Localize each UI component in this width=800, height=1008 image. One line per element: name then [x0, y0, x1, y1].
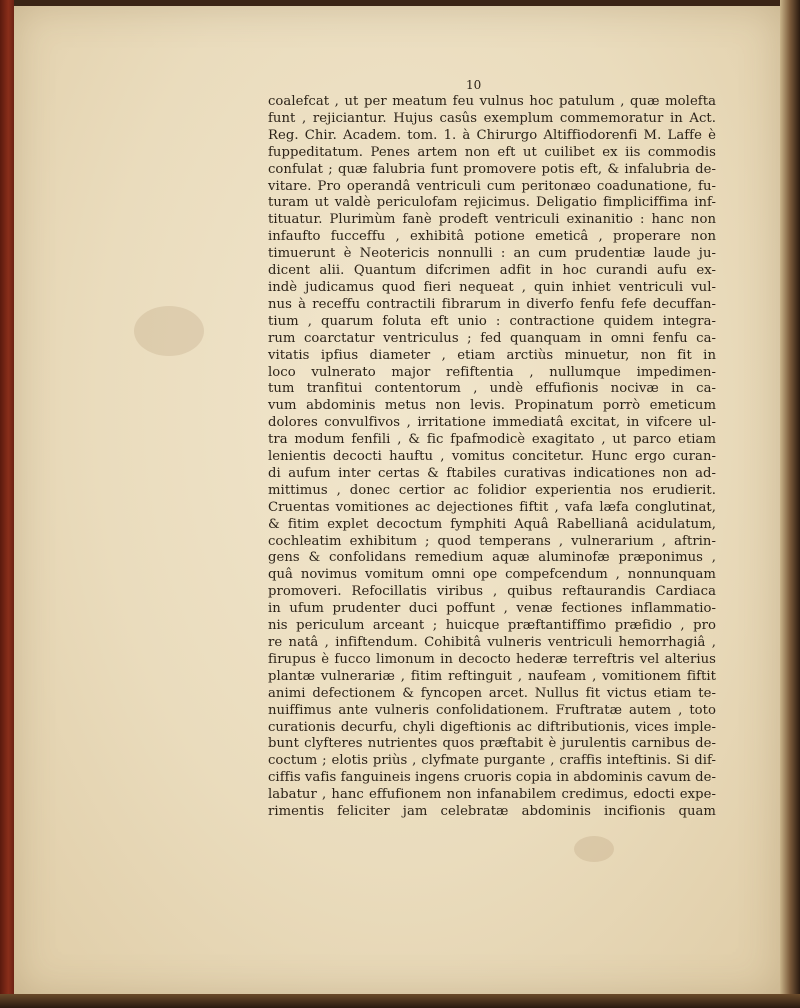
text-line: vitare. Pro operandâ ventriculi cum peritonæo coadunatione, fu- [268, 178, 716, 194]
text-line: in ufum prudenter duci poffunt , venæ fectiones inflammatio- [268, 601, 716, 617]
text-line: infaufto fucceffu , exhibitâ potione emeticâ , properare non [268, 229, 716, 245]
paper-stain [574, 836, 614, 862]
text-line: lenientis decocti hauftu , vomitus concitetur. Hunc ergo curan- [268, 449, 716, 465]
paper-stain [134, 306, 204, 356]
text-line: dolores convulfivos , irritatione immediatâ excitat, in vifcere ul- [268, 415, 716, 431]
text-line: indè judicamus quod fieri nequeat , quin inhiet ventriculi vul- [268, 279, 716, 295]
text-line: nus à receffu contractili fibrarum in diverfo fenfu fefe decuffan- [268, 296, 716, 312]
text-line: ciffis vafis fanguineis ingens cruoris copia in abdominis cavum de- [268, 770, 716, 786]
text-line: promoveri. Refocillatis viribus , quibus reftaurandis Cardiaca [268, 584, 716, 600]
page-bottom-edge [0, 994, 800, 1008]
text-line: bunt clyfteres nutrientes quos præftabit è jurulentis carnibus de- [268, 736, 716, 752]
page-number: 10 [466, 78, 482, 92]
text-line: dicent alii. Quantum difcrimen adfit in hoc curandi aufu ex- [268, 263, 716, 279]
text-line: plantæ vulnerariæ , fitim reftinguit , naufeam , vomitionem fiftit [268, 668, 716, 684]
text-line: Reg. Chir. Academ. tom. 1. à Chirurgo Altiffiodorenfi M. Laffe è [268, 127, 716, 143]
book-binding [0, 0, 14, 1008]
text-line: curationis decurfu, chyli digeftionis ac diftributionis, vices imple- [268, 719, 716, 735]
text-line: tium , quarum foluta eft unio : contractione quidem integra- [268, 313, 716, 329]
text-line: turam ut valdè periculofam rejicimus. Deligatio fimpliciffima inf- [268, 195, 716, 211]
text-line: coctum ; elotis priùs , clyfmate purgante , craffis inteftinis. Si dif- [268, 753, 716, 769]
text-line: vitatis ipfius diameter , etiam arctiùs minuetur, non fit in [268, 347, 716, 363]
text-line: labatur , hanc effufionem non infanabilem credimus, edocti expe- [268, 787, 716, 803]
text-line: loco vulnerato major refiftentia , nullumque impedimen- [268, 364, 716, 380]
text-line: Cruentas vomitiones ac dejectiones fiftit , vafa læfa conglutinat, [268, 499, 716, 515]
text-line: cochleatim exhibitum ; quod temperans , vulnerarium , aftrin- [268, 533, 716, 549]
text-line: di aufum inter certas & ftabiles curativas indicationes non ad- [268, 465, 716, 481]
text-line: rimentis feliciter jam celebratæ abdominis incifionis quam [268, 804, 716, 820]
text-line: coalefcat , ut per meatum feu vulnus hoc patulum , quæ molefta [268, 94, 716, 109]
text-line: mittimus , donec certior ac folidior experientia nos erudierit. [268, 482, 716, 498]
text-line: quâ novimus vomitum omni ope compefcendum , nonnunquam [268, 567, 716, 583]
text-line: gens & confolidans remedium aquæ aluminofæ præponimus , [268, 550, 716, 566]
body-text [268, 94, 716, 821]
text-line: fuppeditatum. Penes artem non eft ut cuilibet ex iis commodis [268, 144, 716, 160]
text-line: funt , rejiciantur. Hujus casûs exemplum commemoratur in Act. [268, 110, 716, 126]
text-line: vum abdominis metus non levis. Propinatum porrò emeticum [268, 398, 716, 414]
text-line: nis periculum arceant ; huicque præftantiffimo præfidio , pro [268, 618, 716, 634]
page-edge [780, 0, 800, 1008]
text-line: confulat ; quæ falubria funt promovere potis eft, & infalubria de- [268, 161, 716, 177]
text-line: rum coarctatur ventriculus ; fed quanquam in omni fenfu ca- [268, 330, 716, 346]
text-line: tra modum fenfili , & fic fpafmodicè exagitato , ut parco etiam [268, 432, 716, 448]
text-line: tum tranfitui contentorum , undè effufionis nocivæ in ca- [268, 381, 716, 397]
text-line: firupus è fucco limonum in decocto hederæ terreftris vel alterius [268, 651, 716, 667]
text-line: re natâ , infiftendum. Cohibitâ vulneris ventriculi hemorrhagiâ , [268, 635, 716, 650]
text-line: nuiffimus ante vulneris confolidationem. Fruftratæ autem , toto [268, 702, 716, 718]
text-line: animi defectionem & fyncopen arcet. Nullus fit victus etiam te- [268, 685, 716, 701]
text-line: & fitim explet decoctum fymphiti Aquâ Rabellianâ acidulatum, [268, 516, 716, 532]
text-line: tituatur. Plurimùm fanè prodeft ventriculi exinanitio : hanc non [268, 212, 716, 228]
text-line: timuerunt è Neotericis nonnulli : an cum prudentiæ laude ju- [268, 246, 716, 262]
